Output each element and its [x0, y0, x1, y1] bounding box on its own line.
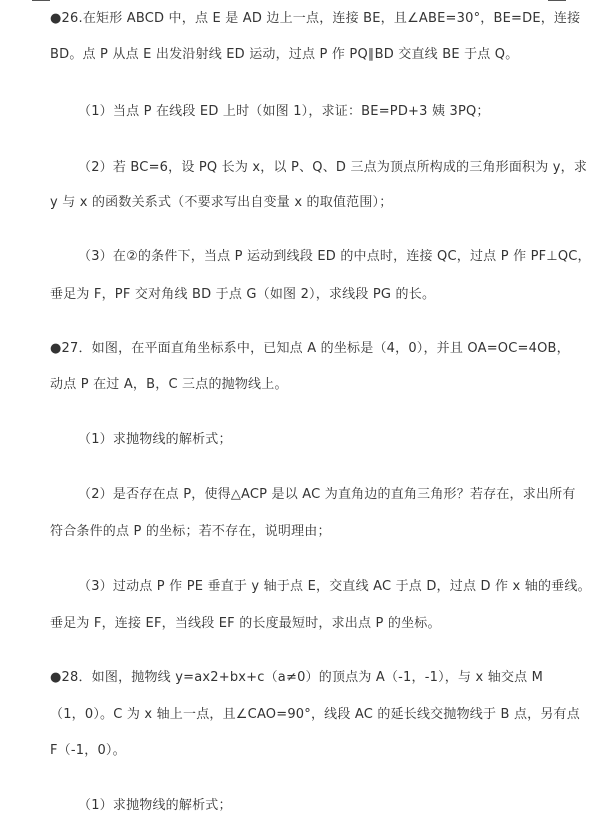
q27-part-1: （1）求抛物线的解析式； [78, 432, 232, 447]
q26-line-1: ●26.在矩形 ABCD 中，点 E 是 AD 边上一点，连接 BE，且∠ABE=30°，BE=DE，连接 [50, 11, 581, 26]
q27-line-1: ●27．如图，在平面直角坐标系中，已知点 A 的坐标是（4，0），并且 OA=OC=4OB， [50, 341, 570, 356]
q26-part-2-cont: y 与 x 的函数关系式（不要求写出自变量 x 的取值范围）； [50, 195, 393, 210]
q27-part-2-cont: 符合条件的点 P 的坐标；若不存在，说明理由； [50, 524, 331, 539]
q26-part-2: （2）若 BC=6，设 PQ 长为 x，以 P、Q、D 三点为顶点所构成的三角形面积为 y，求 [78, 160, 588, 175]
top-divider-left [32, 0, 50, 1]
q28-line-1: ●28．如图，抛物线 y=ax2+bx+c（a≠0）的顶点为 A（-1，-1），与 x 轴交点 M [50, 670, 544, 685]
q27-part-3: （3）过动点 P 作 PE 垂直于 y 轴于点 E，交直线 AC 于点 D，过点 D 作 x 轴的垂线。 [78, 579, 591, 594]
q28-part-1: （1）求抛物线的解析式； [78, 798, 232, 813]
q26-part-3: （3）在②的条件下，当点 P 运动到线段 ED 的中点时，连接 QC，过点 P 作 PF⊥QC， [78, 249, 591, 264]
q28-line-2: （1，0）。C 为 x 轴上一点，且∠CAO=90°，线段 AC 的延长线交抛物线于 B 点，另有点 [50, 707, 580, 722]
q27-part-3-cont: 垂足为 F，连接 EF，当线段 EF 的长度最短时，求出点 P 的坐标。 [50, 616, 441, 631]
q28-line-3: F（-1，0）。 [50, 743, 126, 758]
q26-part-3-cont: 垂足为 F，PF 交对角线 BD 于点 G（如图 2），求线段 PG 的长。 [50, 287, 436, 302]
top-divider-right [548, 0, 566, 1]
q27-part-2: （2）是否存在点 P，使得△ACP 是以 AC 为直角边的直角三角形？若存在，求出所有 [78, 487, 576, 502]
q26-line-2: BD。点 P 从点 E 出发沿射线 ED 运动，过点 P 作 PQ∥BD 交直线 BE 于点 Q。 [50, 47, 519, 62]
q26-part-1: （1）当点 P 在线段 ED 上时（如图 1），求证：BE=PD+3 姨 3PQ； [78, 104, 490, 119]
q27-line-2: 动点 P 在过 A，B，C 三点的抛物线上。 [50, 377, 288, 392]
